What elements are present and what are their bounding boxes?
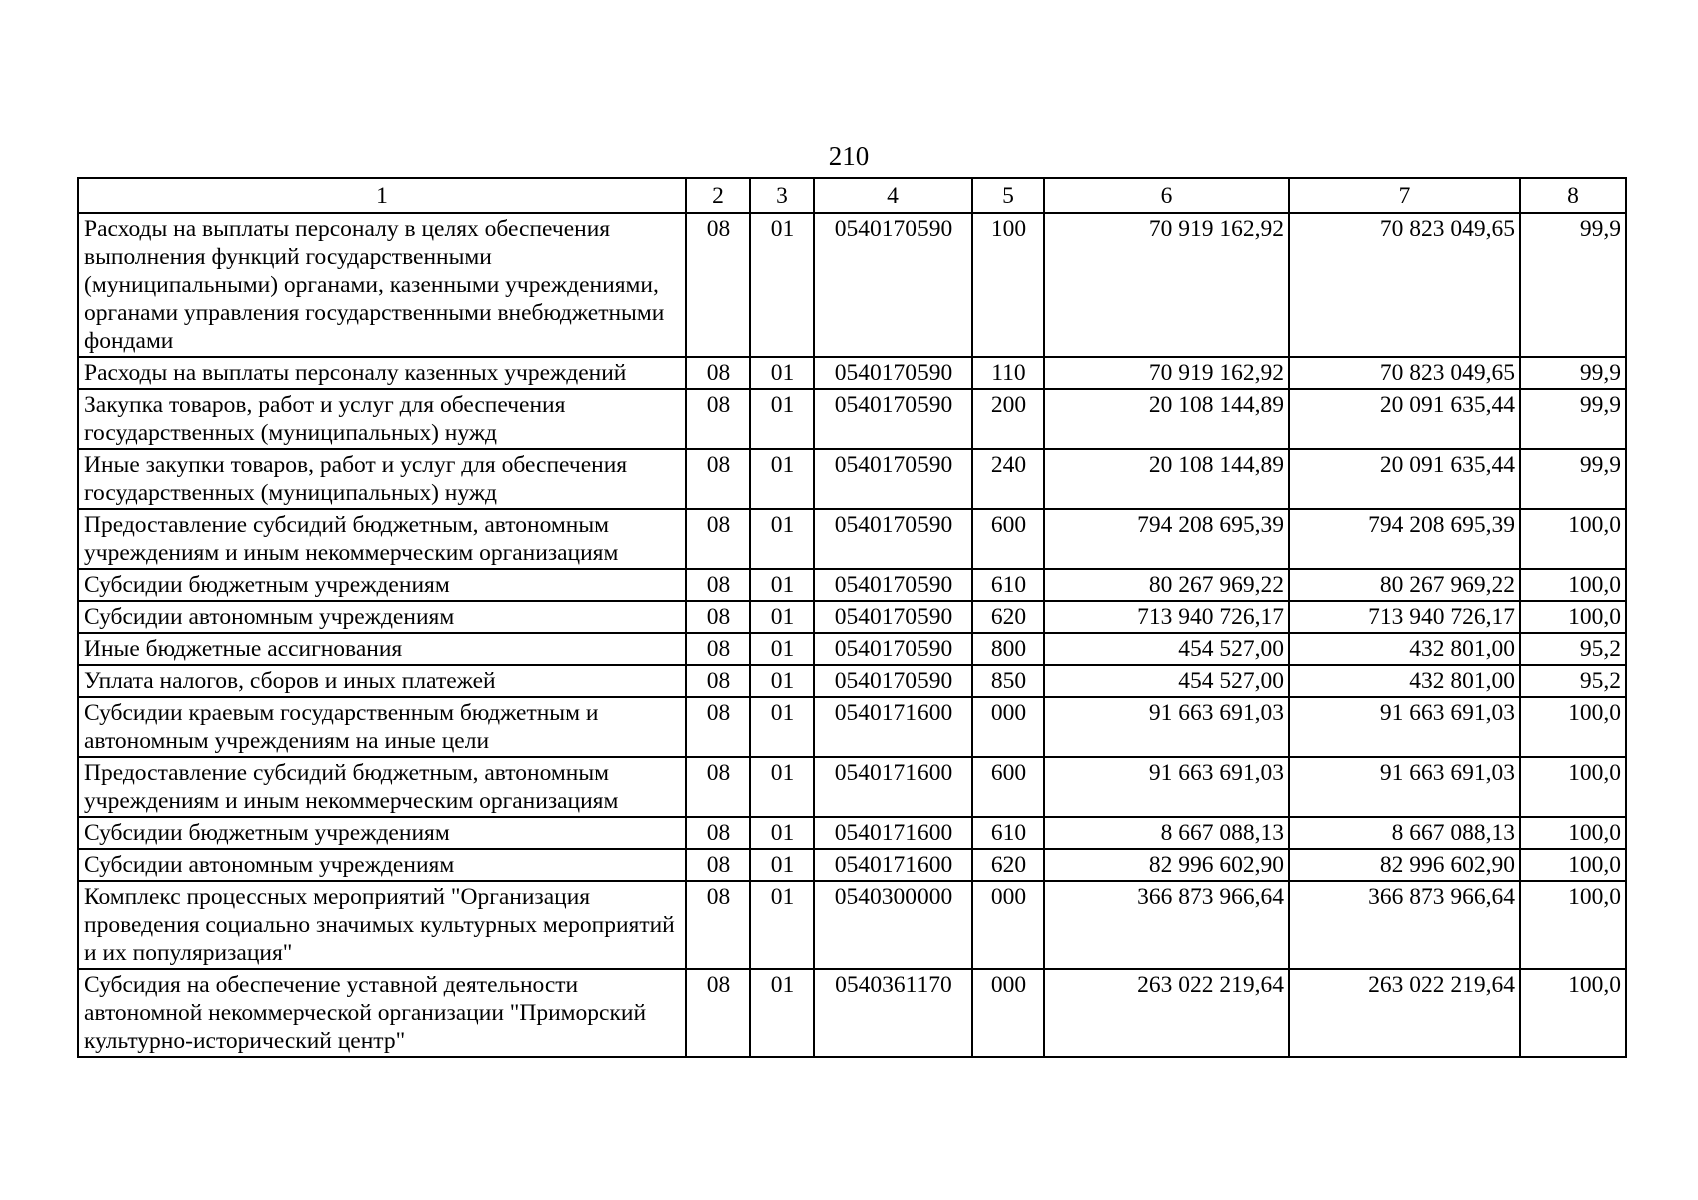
expense-type-cell: 240 [972, 449, 1044, 509]
expense-type-cell: 000 [972, 881, 1044, 969]
section-code-cell: 08 [686, 357, 750, 389]
target-article-cell: 0540171600 [814, 757, 972, 817]
planned-amount-cell: 8 667 088,13 [1044, 817, 1289, 849]
planned-amount-cell: 20 108 144,89 [1044, 449, 1289, 509]
target-article-cell: 0540170590 [814, 665, 972, 697]
expense-type-cell: 000 [972, 969, 1044, 1057]
section-code-cell: 08 [686, 849, 750, 881]
planned-amount-cell: 80 267 969,22 [1044, 569, 1289, 601]
planned-amount-cell: 70 919 162,92 [1044, 213, 1289, 357]
executed-amount-cell: 432 801,00 [1289, 633, 1520, 665]
target-article-cell: 0540361170 [814, 969, 972, 1057]
execution-percent-cell: 99,9 [1520, 449, 1626, 509]
subsection-code-cell: 01 [750, 633, 814, 665]
execution-percent-cell: 100,0 [1520, 881, 1626, 969]
planned-amount-cell: 454 527,00 [1044, 665, 1289, 697]
executed-amount-cell: 80 267 969,22 [1289, 569, 1520, 601]
table-row [78, 757, 1626, 817]
subsection-code-cell: 01 [750, 817, 814, 849]
section-code-cell: 08 [686, 633, 750, 665]
expense-name-cell: Предоставление субсидий бюджетным, автономным учреждениям и иным некоммерческим организациям [78, 757, 686, 817]
target-article-cell: 0540171600 [814, 849, 972, 881]
table-row [78, 213, 1626, 357]
planned-amount-cell: 82 996 602,90 [1044, 849, 1289, 881]
expense-name-cell: Уплата налогов, сборов и иных платежей [78, 665, 686, 697]
table-row [78, 601, 1626, 633]
expense-type-cell: 620 [972, 601, 1044, 633]
target-article-cell: 0540170590 [814, 601, 972, 633]
executed-amount-cell: 263 022 219,64 [1289, 969, 1520, 1057]
page-number: 210 [828, 141, 870, 171]
expense-type-cell: 000 [972, 697, 1044, 757]
expense-type-cell: 100 [972, 213, 1044, 357]
subsection-code-cell: 01 [750, 569, 814, 601]
section-code-cell: 08 [686, 509, 750, 569]
budget-table [77, 177, 1627, 1058]
column-header: 8 [1520, 178, 1626, 213]
table-row [78, 881, 1626, 969]
subsection-code-cell: 01 [750, 389, 814, 449]
subsection-code-cell: 01 [750, 969, 814, 1057]
execution-percent-cell: 100,0 [1520, 601, 1626, 633]
execution-percent-cell: 99,9 [1520, 357, 1626, 389]
expense-name-cell: Расходы на выплаты персоналу казенных учреждений [78, 357, 686, 389]
execution-percent-cell: 95,2 [1520, 665, 1626, 697]
table-row [78, 633, 1626, 665]
section-code-cell: 08 [686, 969, 750, 1057]
column-header: 2 [686, 178, 750, 213]
column-header: 1 [78, 178, 686, 213]
expense-type-cell: 610 [972, 817, 1044, 849]
subsection-code-cell: 01 [750, 601, 814, 633]
expense-name-cell: Субсидии автономным учреждениям [78, 849, 686, 881]
expense-type-cell: 200 [972, 389, 1044, 449]
execution-percent-cell: 100,0 [1520, 757, 1626, 817]
table-row [78, 569, 1626, 601]
target-article-cell: 0540170590 [814, 633, 972, 665]
executed-amount-cell: 91 663 691,03 [1289, 697, 1520, 757]
subsection-code-cell: 01 [750, 849, 814, 881]
planned-amount-cell: 794 208 695,39 [1044, 509, 1289, 569]
target-article-cell: 0540171600 [814, 697, 972, 757]
planned-amount-cell: 263 022 219,64 [1044, 969, 1289, 1057]
section-code-cell: 08 [686, 389, 750, 449]
execution-percent-cell: 99,9 [1520, 389, 1626, 449]
expense-type-cell: 610 [972, 569, 1044, 601]
planned-amount-cell: 713 940 726,17 [1044, 601, 1289, 633]
column-header: 7 [1289, 178, 1520, 213]
table-row [78, 817, 1626, 849]
expense-name-cell: Иные бюджетные ассигнования [78, 633, 686, 665]
expense-type-cell: 600 [972, 509, 1044, 569]
planned-amount-cell: 70 919 162,92 [1044, 357, 1289, 389]
table-row [78, 849, 1626, 881]
table-row [78, 665, 1626, 697]
column-header: 4 [814, 178, 972, 213]
table-row [78, 509, 1626, 569]
executed-amount-cell: 20 091 635,44 [1289, 449, 1520, 509]
header-row [78, 178, 1626, 213]
expense-name-cell: Закупка товаров, работ и услуг для обеспечения государственных (муниципальных) нужд [78, 389, 686, 449]
section-code-cell: 08 [686, 665, 750, 697]
subsection-code-cell: 01 [750, 697, 814, 757]
subsection-code-cell: 01 [750, 881, 814, 969]
expense-type-cell: 850 [972, 665, 1044, 697]
subsection-code-cell: 01 [750, 665, 814, 697]
table-row [78, 357, 1626, 389]
section-code-cell: 08 [686, 881, 750, 969]
executed-amount-cell: 713 940 726,17 [1289, 601, 1520, 633]
expense-name-cell: Субсидии автономным учреждениям [78, 601, 686, 633]
executed-amount-cell: 70 823 049,65 [1289, 357, 1520, 389]
target-article-cell: 0540170590 [814, 213, 972, 357]
planned-amount-cell: 20 108 144,89 [1044, 389, 1289, 449]
execution-percent-cell: 100,0 [1520, 969, 1626, 1057]
expense-name-cell: Иные закупки товаров, работ и услуг для обеспечения государственных (муниципальных) нужд [78, 449, 686, 509]
section-code-cell: 08 [686, 697, 750, 757]
executed-amount-cell: 794 208 695,39 [1289, 509, 1520, 569]
planned-amount-cell: 91 663 691,03 [1044, 757, 1289, 817]
execution-percent-cell: 100,0 [1520, 569, 1626, 601]
subsection-code-cell: 01 [750, 449, 814, 509]
table-header [78, 178, 1626, 213]
execution-percent-cell: 99,9 [1520, 213, 1626, 357]
target-article-cell: 0540170590 [814, 357, 972, 389]
table-row [78, 969, 1626, 1057]
executed-amount-cell: 20 091 635,44 [1289, 389, 1520, 449]
section-code-cell: 08 [686, 817, 750, 849]
table-row [78, 449, 1626, 509]
expense-name-cell: Субсидии бюджетным учреждениям [78, 817, 686, 849]
section-code-cell: 08 [686, 569, 750, 601]
expense-name-cell: Предоставление субсидий бюджетным, автономным учреждениям и иным некоммерческим организациям [78, 509, 686, 569]
expense-type-cell: 110 [972, 357, 1044, 389]
target-article-cell: 0540171600 [814, 817, 972, 849]
section-code-cell: 08 [686, 757, 750, 817]
subsection-code-cell: 01 [750, 509, 814, 569]
subsection-code-cell: 01 [750, 213, 814, 357]
subsection-code-cell: 01 [750, 757, 814, 817]
column-header: 3 [750, 178, 814, 213]
section-code-cell: 08 [686, 449, 750, 509]
table-body [78, 213, 1626, 1057]
column-header: 6 [1044, 178, 1289, 213]
executed-amount-cell: 8 667 088,13 [1289, 817, 1520, 849]
executed-amount-cell: 91 663 691,03 [1289, 757, 1520, 817]
section-code-cell: 08 [686, 213, 750, 357]
executed-amount-cell: 70 823 049,65 [1289, 213, 1520, 357]
target-article-cell: 0540170590 [814, 389, 972, 449]
execution-percent-cell: 100,0 [1520, 849, 1626, 881]
subsection-code-cell: 01 [750, 357, 814, 389]
executed-amount-cell: 366 873 966,64 [1289, 881, 1520, 969]
expense-name-cell: Субсидии бюджетным учреждениям [78, 569, 686, 601]
execution-percent-cell: 100,0 [1520, 697, 1626, 757]
target-article-cell: 0540170590 [814, 449, 972, 509]
execution-percent-cell: 100,0 [1520, 817, 1626, 849]
expense-name-cell: Комплекс процессных мероприятий "Организация проведения социально значимых культурных мероприятий и их популяризация" [78, 881, 686, 969]
planned-amount-cell: 366 873 966,64 [1044, 881, 1289, 969]
expense-name-cell: Субсидии краевым государственным бюджетным и автономным учреждениям на иные цели [78, 697, 686, 757]
planned-amount-cell: 91 663 691,03 [1044, 697, 1289, 757]
executed-amount-cell: 432 801,00 [1289, 665, 1520, 697]
expense-type-cell: 600 [972, 757, 1044, 817]
expense-type-cell: 620 [972, 849, 1044, 881]
target-article-cell: 0540170590 [814, 509, 972, 569]
section-code-cell: 08 [686, 601, 750, 633]
executed-amount-cell: 82 996 602,90 [1289, 849, 1520, 881]
table-row [78, 697, 1626, 757]
planned-amount-cell: 454 527,00 [1044, 633, 1289, 665]
execution-percent-cell: 95,2 [1520, 633, 1626, 665]
target-article-cell: 0540170590 [814, 569, 972, 601]
expense-name-cell: Субсидия на обеспечение уставной деятельности автономной некоммерческой организации "Приморский культурно-исторический центр" [78, 969, 686, 1057]
expense-name-cell: Расходы на выплаты персоналу в целях обеспечения выполнения функций государственными (муниципальными) органами, казенными учреждениями, органами управления государственными внебюджетными фондами [78, 213, 686, 357]
column-header: 5 [972, 178, 1044, 213]
execution-percent-cell: 100,0 [1520, 509, 1626, 569]
target-article-cell: 0540300000 [814, 881, 972, 969]
expense-type-cell: 800 [972, 633, 1044, 665]
table-row [78, 389, 1626, 449]
